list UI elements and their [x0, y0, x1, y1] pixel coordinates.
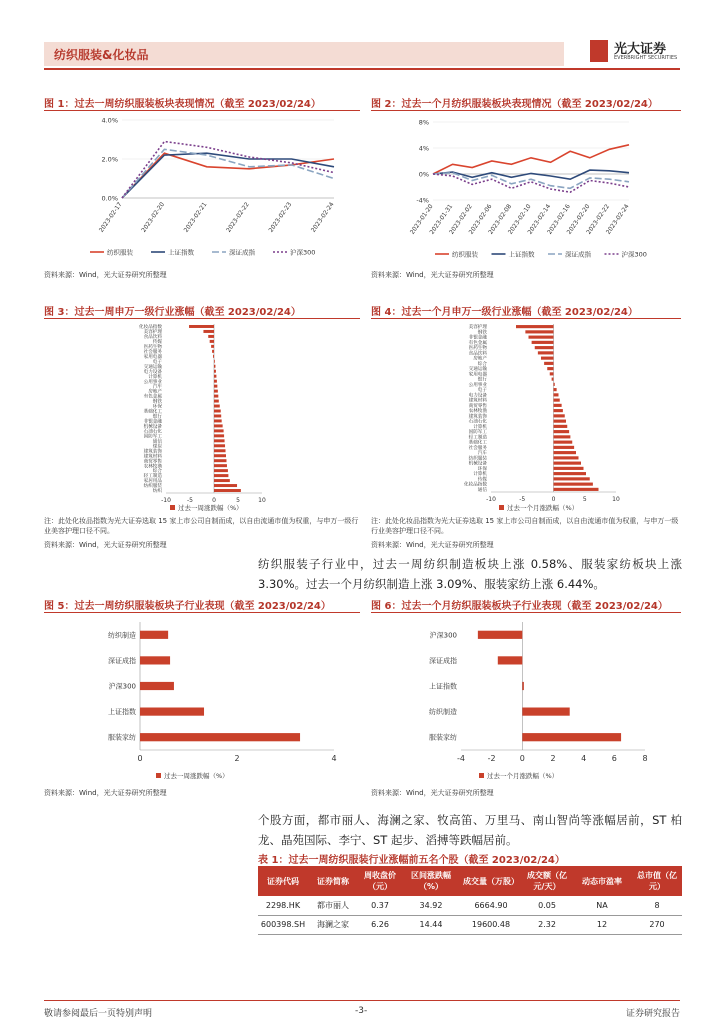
- bar: [214, 409, 221, 412]
- paragraph-subsector: 纺织服装子行业中，过去一周纺织制造板块上涨 0.58%、服装家纺板块上涨 3.30%。过去一个月纺织制造上涨 3.09%、服装家纺上涨 6.44%。: [258, 557, 682, 591]
- legend-swatch: [170, 505, 175, 510]
- fig4-note: 注：此处化妆品指数为光大证券选取 15 家上市公司自制而成，以自由流通市值为权重，与申万一级行业美容护理口径不同。: [371, 517, 679, 535]
- bar: [210, 340, 214, 343]
- category-label: 纺织服装: [468, 456, 487, 462]
- table-cell: 6.26: [358, 915, 402, 934]
- legend-label: 深证成指: [229, 248, 255, 257]
- fig6-source: 资料来源：Wind，光大证券研究所整理: [371, 789, 494, 797]
- legend-label: 沪深300: [290, 248, 316, 257]
- bar: [554, 467, 584, 470]
- fig4-source: 资料来源：Wind，光大证券研究所整理: [371, 541, 494, 549]
- bar: [214, 375, 216, 378]
- x-tick-label: 2023-02-24: [604, 203, 631, 236]
- category-label: 公用事业: [468, 382, 487, 388]
- category-label: 纺织服装: [143, 484, 162, 490]
- fig1-chart: [44, 112, 360, 270]
- bar: [189, 325, 214, 328]
- x-tick-label: 2: [550, 754, 556, 763]
- bar: [532, 341, 554, 344]
- category-label: 公用事业: [143, 379, 162, 385]
- category-label: 汽车: [152, 384, 162, 390]
- bar: [214, 385, 217, 388]
- x-tick-label: 2023-02-02: [448, 203, 474, 236]
- category-label: 建筑材料: [468, 398, 487, 404]
- legend-swatch: [499, 505, 504, 510]
- bar: [554, 399, 560, 402]
- fig3-chart: [44, 320, 360, 516]
- x-tick-label: 0: [519, 754, 525, 763]
- fig4-chart: [371, 320, 681, 516]
- bar: [214, 444, 225, 447]
- category-label: 家居用品: [143, 479, 162, 485]
- category-label: 纺织制造: [108, 631, 136, 640]
- table-header: 证券代码: [258, 866, 308, 896]
- y-tick-label: 4.0%: [101, 116, 118, 125]
- bar: [214, 464, 227, 467]
- category-label: 家用电器: [468, 372, 487, 378]
- bar: [214, 370, 216, 373]
- legend-label: 沪深300: [621, 250, 647, 259]
- bar: [544, 362, 553, 365]
- table-header: 动态市盈率: [572, 866, 632, 896]
- table-cell: NA: [572, 896, 632, 915]
- table-cell: 34.92: [402, 896, 460, 915]
- category-label: 农林牧渔: [143, 464, 162, 470]
- bar: [541, 357, 554, 360]
- bar: [554, 472, 587, 475]
- bar: [554, 383, 555, 386]
- series-line: [122, 142, 334, 199]
- category-label: 机械设备: [143, 424, 162, 430]
- bar: [538, 351, 554, 354]
- category-label: 石油石化: [468, 419, 487, 425]
- category-label: 计算机: [148, 374, 162, 380]
- category-label: 有色金属: [143, 394, 162, 400]
- bar: [529, 336, 554, 339]
- x-tick-label: -2: [487, 754, 496, 763]
- fig2-title: 图 2：过去一个月纺织服装板块表现情况（截至 2023/02/24）: [371, 99, 658, 110]
- category-label: 综合: [477, 361, 487, 367]
- bar: [554, 462, 582, 465]
- series-line: [122, 153, 334, 198]
- bar: [554, 388, 557, 391]
- fig5-chart: [44, 614, 360, 786]
- category-label: 服装家纺: [108, 733, 136, 742]
- logo-name: 光大证券: [614, 42, 667, 57]
- category-label: 银行: [477, 377, 487, 383]
- bar: [547, 367, 553, 370]
- category-label: 美容护理: [143, 330, 162, 336]
- bar: [140, 656, 170, 664]
- category-label: 医药生物: [143, 344, 162, 350]
- category-label: 电力设备: [468, 393, 487, 399]
- bar: [203, 330, 214, 333]
- table-cell: 270: [632, 915, 682, 934]
- footer-disclaimer: 敬请参阅最后一页特别声明: [44, 1009, 153, 1019]
- legend-label: 深证成指: [565, 250, 591, 259]
- category-label: 钢铁: [152, 399, 162, 405]
- legend-label: 过去一个月涨跌幅（%）: [507, 504, 579, 512]
- bar: [214, 429, 224, 432]
- fig1-title: 图 1：过去一周纺织服装板块表现情况（截至 2023/02/24）: [44, 99, 321, 110]
- bar: [554, 446, 575, 449]
- category-label: 家用电器: [143, 354, 162, 360]
- table-cell: 19600.48: [460, 915, 522, 934]
- x-tick-label: 2023-02-10: [506, 203, 533, 236]
- bar: [554, 483, 593, 486]
- table-cell: 0.37: [358, 896, 402, 915]
- bar: [214, 395, 218, 398]
- category-label: 交通运输: [143, 364, 162, 370]
- category-label: 食品饮料: [143, 335, 162, 341]
- fig6-rule: [371, 612, 681, 613]
- category-label: 社会服务: [468, 445, 487, 451]
- legend-label: 上证指数: [508, 250, 535, 259]
- bar: [554, 477, 590, 480]
- x-tick-label: 2023-02-23: [267, 201, 294, 234]
- category-label: 传媒: [477, 477, 487, 483]
- table-row: [258, 915, 682, 934]
- category-label: 电子: [477, 388, 487, 394]
- legend-label: 过去一个月涨跌幅（%）: [487, 772, 559, 780]
- category-label: 医药生物: [468, 346, 487, 352]
- bar: [525, 330, 553, 333]
- x-tick-label: 5: [582, 496, 587, 503]
- bar: [140, 733, 300, 741]
- fig6-chart: [371, 614, 681, 786]
- bar: [214, 380, 217, 383]
- legend-label: 上证指数: [168, 248, 194, 257]
- x-tick-label: 2023-02-24: [309, 201, 336, 234]
- bar: [214, 400, 219, 403]
- bar: [213, 355, 214, 358]
- bar: [214, 479, 230, 482]
- paragraph-stocks: 个股方面，都市丽人、海澜之家、牧高笛、万里马、南山智尚等涨幅居前，ST 柏龙、晶苑国际、李宁、ST 起步、滔搏等跌幅居前。: [258, 813, 682, 847]
- x-tick-label: 2023-01-31: [428, 203, 455, 236]
- table-row: [258, 896, 682, 915]
- bar: [214, 405, 220, 408]
- table-title: 表 1：过去一周纺织服装行业涨幅前五名个股（截至 2023/02/24）: [258, 855, 565, 866]
- bar: [554, 409, 563, 412]
- table-header: 区间涨跌幅（%）: [402, 866, 460, 896]
- fig3-rule: [44, 318, 360, 319]
- category-label: 交通运输: [468, 367, 487, 373]
- category-label: 房地产: [473, 356, 487, 362]
- x-tick-label: 4: [581, 754, 587, 763]
- bar: [554, 430, 570, 433]
- bar: [214, 459, 226, 462]
- table-header-row: [258, 866, 682, 896]
- category-label: 商贸零售: [468, 403, 487, 409]
- table-cell: 2298.HK: [258, 896, 308, 915]
- y-tick-label: 4%: [418, 144, 429, 153]
- category-label: 建筑装饰: [468, 414, 487, 420]
- category-label: 沪深300: [429, 631, 457, 640]
- company-logo: [590, 38, 682, 66]
- x-tick-label: 0: [212, 497, 216, 504]
- x-tick-label: 2023-02-14: [526, 203, 553, 236]
- y-tick-label: 0%: [418, 170, 429, 179]
- x-tick-label: 2023-02-20: [565, 203, 592, 236]
- fig2-chart: [371, 112, 681, 270]
- table-cell: 海澜之家: [308, 915, 358, 934]
- bar: [478, 631, 522, 639]
- table-header: 总市值（亿元）: [632, 866, 682, 896]
- category-label: 深证成指: [108, 656, 136, 665]
- x-tick-label: 2023-01-20: [408, 203, 435, 236]
- x-tick-label: -10: [486, 496, 496, 503]
- bar: [214, 449, 226, 452]
- bar: [214, 484, 237, 487]
- bar: [214, 365, 215, 368]
- category-label: 建筑材料: [143, 454, 162, 460]
- category-label: 社会服务: [143, 349, 162, 355]
- bar: [214, 454, 226, 457]
- y-tick-label: 8%: [418, 118, 429, 127]
- table-header: 成交额（亿元/天）: [522, 866, 572, 896]
- category-label: 传媒: [152, 340, 162, 346]
- category-label: 通信: [477, 487, 487, 493]
- category-label: 计算机: [473, 424, 487, 430]
- fig4-title: 图 4：过去一个月申万一级行业涨幅（截至 2023/02/24）: [371, 307, 638, 318]
- bar: [522, 682, 524, 690]
- x-tick-label: 10: [258, 497, 266, 504]
- category-label: 非银金融: [143, 419, 162, 425]
- category-label: 有色金属: [468, 340, 487, 346]
- category-label: 通信: [152, 439, 162, 445]
- section-title: 纺织服装&化妆品: [54, 48, 149, 62]
- y-tick-label: 0.0%: [101, 194, 118, 203]
- x-tick-label: 2023-02-22: [225, 201, 251, 234]
- x-tick-label: 0: [551, 496, 556, 503]
- bar: [140, 682, 174, 690]
- table-header: 证券简称: [308, 866, 358, 896]
- bar: [140, 708, 204, 716]
- logo-mark-icon: [590, 40, 608, 62]
- x-tick-label: 8: [642, 754, 648, 763]
- bar: [214, 489, 241, 492]
- bar: [554, 488, 599, 491]
- footer-rule: [44, 1000, 680, 1001]
- category-label: 非银金融: [468, 335, 487, 341]
- series-line: [122, 153, 334, 198]
- bar: [214, 439, 225, 442]
- category-label: 服装家纺: [429, 733, 457, 742]
- fig1-rule: [44, 110, 360, 111]
- legend-label: 纺织服装: [107, 248, 133, 257]
- fig3-note: 注：此处化妆品指数为光大证券选取 15 家上市公司自制而成，以自由流通市值为权重，与申万一级行业美容护理口径不同。: [44, 517, 359, 535]
- category-label: 沪深300: [108, 682, 136, 691]
- table-cell: 14.44: [402, 915, 460, 934]
- bar: [522, 708, 569, 716]
- bar: [554, 420, 567, 423]
- x-tick-label: 2023-02-17: [97, 201, 124, 234]
- bar: [214, 434, 224, 437]
- x-tick-label: 2023-02-21: [182, 201, 209, 234]
- table-cell: 0.05: [522, 896, 572, 915]
- footer-report-type: 证券研究报告: [625, 1009, 680, 1019]
- fig2-rule: [371, 110, 681, 111]
- x-tick-label: 2023-02-20: [140, 201, 167, 234]
- fig3-title: 图 3：过去一周申万一级行业涨幅（截至 2023/02/24）: [44, 307, 301, 318]
- bar: [498, 656, 523, 664]
- category-label: 汽车: [477, 451, 487, 457]
- category-label: 商贸零售: [143, 459, 162, 465]
- bar: [554, 393, 559, 396]
- category-label: 上证指数: [429, 682, 457, 691]
- fig5-title: 图 5：过去一周纺织服装板块子行业表现（截至 2023/02/24）: [44, 601, 331, 612]
- bar: [554, 451, 577, 454]
- fig4-rule: [371, 318, 681, 319]
- bar: [214, 390, 218, 393]
- fig5-source: 资料来源：Wind，光大证券研究所整理: [44, 789, 167, 797]
- category-label: 轻工制造: [468, 435, 487, 441]
- y-tick-label: 2.0%: [101, 155, 118, 164]
- series-line: [433, 145, 629, 174]
- category-label: 美容护理: [468, 325, 487, 331]
- bar: [212, 350, 214, 353]
- legend-label: 纺织服装: [452, 250, 478, 259]
- category-label: 石油石化: [143, 429, 162, 435]
- x-tick-label: 4: [331, 754, 337, 763]
- x-tick-label: 2: [234, 754, 240, 763]
- bar: [214, 419, 222, 422]
- category-label: 建筑装饰: [143, 449, 162, 455]
- table-cell: 8: [632, 896, 682, 915]
- table-header: 成交量（万股）: [460, 866, 522, 896]
- bar: [522, 733, 621, 741]
- top-stocks-table: [258, 866, 682, 935]
- bar: [554, 425, 568, 428]
- table-header: 周收盘价（元）: [358, 866, 402, 896]
- category-label: 基础化工: [143, 409, 162, 415]
- bar: [554, 435, 571, 438]
- legend-label: 过去一周涨跌幅（%）: [164, 772, 229, 780]
- category-label: 银行: [152, 414, 162, 420]
- fig5-rule: [44, 612, 360, 613]
- bar: [550, 372, 554, 375]
- table-cell: 12: [572, 915, 632, 934]
- x-tick-label: 10: [612, 496, 620, 503]
- category-label: 纺织制造: [429, 708, 457, 717]
- category-label: 纺织: [152, 489, 162, 495]
- x-tick-label: 5: [236, 497, 240, 504]
- table-cell: 2.32: [522, 915, 572, 934]
- x-tick-label: 2023-02-16: [546, 203, 572, 236]
- y-tick-label: -4%: [416, 196, 429, 205]
- category-label: 化妆品指数: [464, 482, 487, 488]
- category-label: 食品饮料: [468, 351, 487, 357]
- bar: [554, 414, 565, 417]
- legend-label: 过去一周涨跌幅（%）: [178, 504, 243, 512]
- x-tick-label: 6: [611, 754, 617, 763]
- category-label: 电子: [152, 359, 162, 365]
- table-cell: 都市丽人: [308, 896, 358, 915]
- category-label: 环保: [152, 404, 162, 410]
- category-label: 基础化工: [468, 440, 487, 446]
- legend-swatch: [156, 773, 161, 778]
- category-label: 深证成指: [429, 656, 457, 665]
- category-label: 轻工制造: [143, 474, 162, 480]
- x-tick-label: -4: [457, 754, 465, 763]
- category-label: 化妆品指数: [139, 325, 162, 331]
- bar: [554, 441, 573, 444]
- bar: [554, 456, 579, 459]
- bar: [140, 631, 168, 639]
- x-tick-label: -5: [519, 496, 526, 503]
- bar: [552, 378, 554, 381]
- category-label: 房地产: [148, 389, 162, 395]
- category-label: 电力设备: [143, 369, 162, 375]
- fig3-source: 资料来源：Wind，光大证券研究所整理: [44, 541, 167, 549]
- category-label: 机械设备: [468, 461, 487, 467]
- category-label: 环保: [477, 466, 487, 472]
- x-tick-label: 0: [137, 754, 143, 763]
- fig6-title: 图 6：过去一个月纺织服装板块子行业表现（截至 2023/02/24）: [371, 601, 668, 612]
- category-label: 钢铁: [477, 330, 487, 336]
- x-tick-label: -5: [187, 497, 193, 504]
- x-tick-label: 2023-02-06: [467, 203, 494, 236]
- logo-english: EVERBRIGHT SECURITIES: [614, 55, 678, 61]
- x-tick-label: 2023-02-08: [487, 203, 514, 236]
- x-tick-label: 2023-02-22: [585, 203, 612, 236]
- header-rule: [44, 68, 680, 70]
- category-label: 国防军工: [468, 430, 487, 436]
- bar: [211, 345, 214, 348]
- x-tick-label: -10: [161, 497, 171, 504]
- category-label: 计算机: [473, 472, 487, 478]
- table-cell: 6664.90: [460, 896, 522, 915]
- bar: [214, 469, 228, 472]
- table-cell: 600398.SH: [258, 915, 308, 934]
- bar: [535, 346, 554, 349]
- fig1-source: 资料来源：Wind，光大证券研究所整理: [44, 271, 167, 279]
- category-label: 国防军工: [143, 434, 162, 440]
- legend-swatch: [479, 773, 484, 778]
- category-label: 综合: [152, 469, 162, 475]
- category-label: 农林牧渔: [468, 409, 487, 415]
- fig2-source: 资料来源：Wind，光大证券研究所整理: [371, 271, 494, 279]
- bar: [554, 404, 562, 407]
- bar: [208, 335, 214, 338]
- page-number: -3-: [355, 1006, 368, 1016]
- bar: [516, 325, 554, 328]
- bar: [214, 414, 221, 417]
- bar: [214, 474, 228, 477]
- category-label: 煤炭: [152, 444, 162, 450]
- category-label: 上证指数: [108, 708, 136, 717]
- bar: [214, 360, 215, 363]
- bar: [214, 424, 223, 427]
